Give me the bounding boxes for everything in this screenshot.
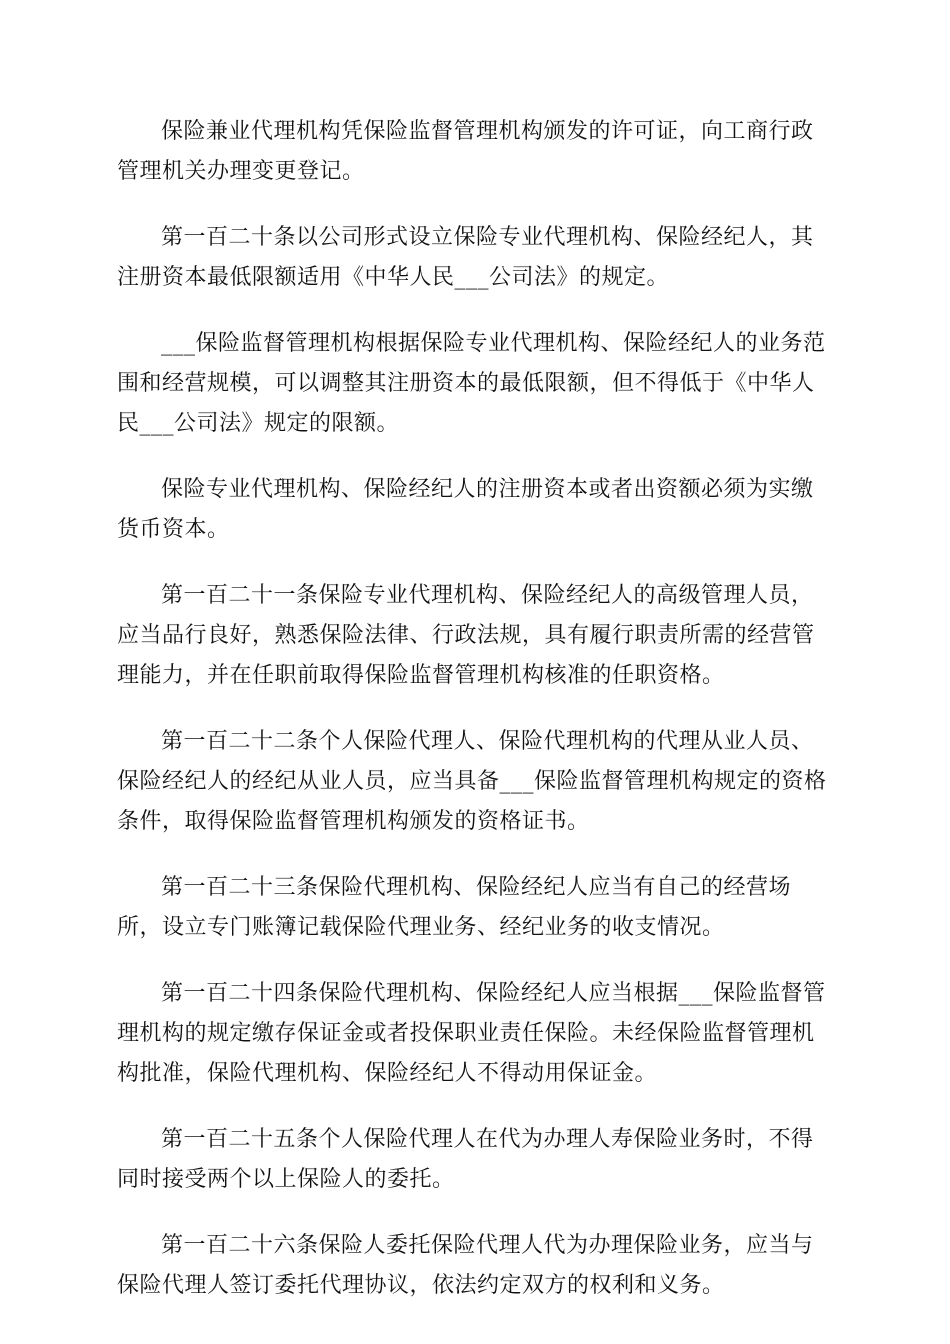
paragraph-3: ___保险监督管理机构根据保险专业代理机构、保险经纪人的业务范围和经营规模，可以调整其注册资本的最低限额，但不得低于《中华人民___公司法》规定的限额。 xyxy=(117,331,826,436)
paragraph-1: 保险兼业代理机构凭保险监督管理机构颁发的许可证，向工商行政管理机关办理变更登记。 xyxy=(117,119,814,184)
paragraph-10: 第一百二十六条保险人委托保险代理人代为办理保险业务，应当与保险代理人签订委托代理协议，依法约定双方的权利和义务。 xyxy=(117,1233,814,1298)
paragraph-4: 保险专业代理机构、保险经纪人的注册资本或者出资额必须为实缴货币资本。 xyxy=(117,477,814,542)
paragraph-8: 第一百二十四条保险代理机构、保险经纪人应当根据___保险监督管理机构的规定缴存保证金或者投保职业责任保险。未经保险监督管理机构批准，保险代理机构、保险经纪人不得动用保证金。 xyxy=(117,981,826,1086)
paragraph-5: 第一百二十一条保险专业代理机构、保险经纪人的高级管理人员，应当品行良好，熟悉保险法律、行政法规，具有履行职责所需的经营管理能力，并在任职前取得保险监督管理机构核准的任职资格。 xyxy=(117,583,815,688)
paragraph-7: 第一百二十三条保险代理机构、保险经纪人应当有自己的经营场所，设立专门账簿记载保险代理业务、经纪业务的收支情况。 xyxy=(117,875,792,940)
paragraph-2: 第一百二十条以公司形式设立保险专业代理机构、保险经纪人，其注册资本最低限额适用《中华人民___公司法》的规定。 xyxy=(117,225,814,290)
paragraph-6: 第一百二十二条个人保险代理人、保险代理机构的代理从业人员、保险经纪人的经纪从业人员，应当具备___保险监督管理机构规定的资格条件，取得保险监督管理机构颁发的资格证书。 xyxy=(117,729,827,834)
paragraph-9: 第一百二十五条个人保险代理人在代为办理人寿保险业务时，不得同时接受两个以上保险人的委托。 xyxy=(117,1127,814,1192)
